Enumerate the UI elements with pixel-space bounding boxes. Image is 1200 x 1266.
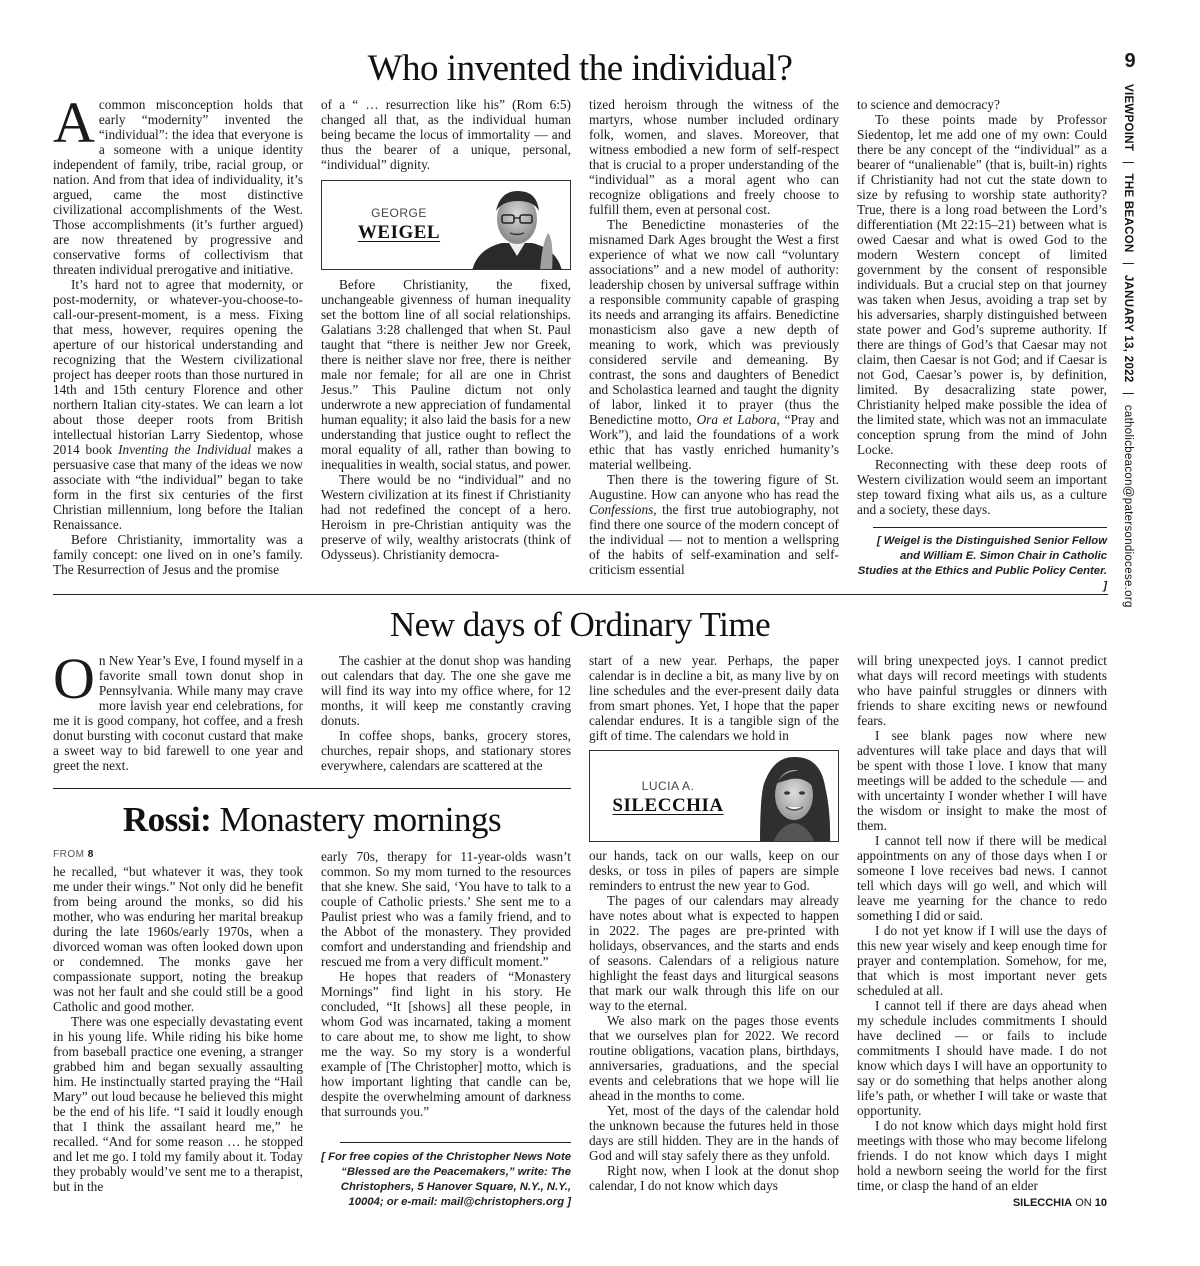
article2-col4: will bring unexpected joys. I cannot predict what days will record meetings with students who have painful struggles or dinners with friends to share exciting news or newfound fears. I see blank pages now where new adventures will take place and days that will be spent with those I love. I know that many meetings will be added to the schedule — and with uncertainty I wonder whether I will have the wisdom or insight to make the most of them. I cannot tell now if there will be medical appointments on any of those days when I or someone I love receives bad news. I cannot tell which days will go well, and which will leave me yearning for the chance to redo something I did or said. I do not yet know if I will use the days of this new year wisely and keep enough time for prayer and contemplation. Somehow, for me, that which is most important never gets scheduled at all. I cannot tell if there are days ahead when my schedule includes commitments I should have declined — or fails to include commitments I should have made. I do not know which days I will have an opportunity to say or do something that helps another along life’s path, or whether I will take or waste that opportunity. I do not know which days might hold first meetings with those who may become lifelong friends. I do not know which days I might hold a newborn seeing the world for the first time, or clasp the hand of an elder: [857, 653, 1107, 1193]
article1-col2-bottom: Before Christianity, the fixed, unchangeable givenness of human inequality set the bottom line of all social relationships. Galatians 3:28 challenged that when St. Paul taught that “there is neither Jew nor Greek, there is neither slave nor free, there is neither male nor female; for all are one in Christ Jesus.” This Pauline dictum not only underwrote a new appreciation of fundamental human equality; it also laid the basis for a new understanding that justice ought to reflect the moral equality of all, rather than bowing to inequalities in wealth, social status, and power. There would be no “individual” and no Western civilization at its finest if Christianity had not redefined the concept of a hero. Heroism in pre-Christian antiquity was the preserve of wily, wealthy aristocrats (think of Odysseus). Christianity democra-: [321, 277, 571, 562]
jump-line[interactable]: SILECCHIA ON 10: [1012, 1197, 1107, 1209]
dropcap: O: [53, 653, 95, 711]
page-number: 9: [1124, 50, 1136, 72]
article1-col4: to science and democracy? To these points made by Professor Siedentop, let me add one of my own: Could there be any concept of the “individual” as a bearer of “unalienable” (that is, built-in) rights if Christianity had not cut the state down to size by refusing to worship state authority? True, there is a long road between the Lord’s differentiation (Mt 22:15–21) between what is owed Caesar and what is owed God to the modern Western concept of limited government by the consent of responsible individuals. But a crucial step on that journey was taken when Jesus, avoiding a trap set by his adversaries, sharply distinguished between state power and God’s supreme authority. If there are things of God’s that Caesar may not claim, then Caesar is not God; and if Caesar is not God, Caesar’s power is, by definition, limited. By desacralizing state power, Christianity helped make possible the idea of the limited state, which was not an immaculate conception sprung from the mind of John Locke. Reconnecting with these deep roots of Western civilization would seem an important step toward fixing what ails us, as a culture and a society, these days.: [857, 97, 1107, 517]
author-first-name: LUCIA A.: [641, 779, 695, 793]
article2-col1: On New Year’s Eve, I found myself in a favorite small town donut shop in Pennsylvania. While many may crave more lavish year end celebrations, for me it is good company, hot coffee, and a fresh donut bursting with coconut custard that make a sweet way to bid farewell to one year and greet the next.: [53, 653, 303, 773]
article3-col1: he recalled, “but whatever it was, they took me under their wings.” Not only did he benefit from being around the monks, so did his mother, who was enduring her marital breakup during the late 1960s/early 1970s, when a divorced woman was often looked down upon or condemned. The monks gave her compassionate support, noting the breakup was not her fault and she could still be a good Catholic and good mother. There was one especially devastating event in his young life. While riding his bike home from baseball practice one evening, a stranger grabbed him and began sexually assaulting him. He instinctually started praying the “Hail Mary” out loud because he believed this might be the end of his life. “I said it loudly enough that I think the assailant heard me,” he recalled. “And for some reason … he stopped and let me go. I told my family about it. Today they probably would’ve sent me to a therapist, but in the: [53, 864, 303, 1194]
author-bio: [ Weigel is the Distinguished Senior Fellow and William E. Simon Chair in Catholic Studies at the Ethics and Public Policy Center. ]: [857, 535, 1107, 592]
article2-col3-top: start of a new year. Perhaps, the paper calendar is in decline a bit, as many live by on line schedules and the ever-present daily data from smart phones. Yet, I hope that the paper calendar endures. It is a tangible sign of the gift of time. The calendars we hold in: [589, 653, 839, 743]
dropcap: A: [53, 97, 95, 155]
page-title: Who invented the individual?: [367, 48, 793, 89]
article1-col1: Acommon misconception holds that early “modernity” invented the “individual”: the idea that everyone is a someone with a unique identity independent of family, tribe, racial group, or nation. And from that idea of individuality, it’s argued, came the most distinctive civilizational accomplishments of the West. Those accomplishments (it’s further argued) are now threatened by progressive and conservative forms of collectivism that threaten individual prerogative and initiative. It’s hard not to agree that modernity, or post-modernity, or whatever-you-choose-to-call-our-present-moment, is a mess. Fixing that mess, however, requires opening the aperture of our historical understanding and recognizing that the Western civilizational project has deeper roots than those nurtured in 14th and 15th century Florence and other northern Italian city-states. We can learn a lot about those deeper roots from British intellectual historian Larry Siedentop, whose 2014 book Inventing the Individual makes a persuasive case that many of the ideas we now associate with “the individual” began to take form in the first six centuries of the first Christian millennium, long before the Italian Renaissance. Before Christianity, immortality was a family concept: one lived on in one’s family. The Resurrection of Jesus and the promise: [53, 97, 303, 577]
bio-rule: [873, 527, 1107, 528]
author-last-name: SILECCHIA: [612, 795, 724, 816]
article2-col3-bottom: our hands, tack on our walls, keep on our desks, or toss in piles of papers are simple reminders to entrust the new year to God. The pages of our calendars may already have notes about what is expected to happen in 2022. The pages are pre-printed with holidays, observances, and the starts and ends of seasons. Calendars of a religious nature highlight the feast days and liturgical seasons that mark our walk through this life on our way to the eternal. We also mark on the pages those events that we ourselves plan for 2022. We record routine obligations, vacation plans, birthdays, anniversaries, graduations, and the special events and celebrations that we hope will lie ahead in the months to come. Yet, most of the days of the calendar hold the unknown because the futures held in those days are still hidden. They are in the hands of God and will stay safely there as they unfold. Right now, when I look at the donut shop calendar, I do not know which days: [589, 848, 839, 1193]
article2-col2: The cashier at the donut shop was handing out calendars that day. The one she gave me will find its way into my office where, for 12 months, it will keep me constantly craving donuts. In coffee shops, banks, grocery stores, churches, repair shops, and stationary stores everywhere, calendars are scattered at the: [321, 653, 571, 773]
from-line[interactable]: FROM 8: [53, 849, 94, 860]
article1-col3: tized heroism through the witness of the martyrs, whose number included ordinary folk, women, and slaves. Moreover, that witness embodied a new form of self-respect that is crucial to a proper understanding of the “individual” as a moral agent who can recognize obligations and freely choose to fulfill them, even at personal cost. The Benedictine monasteries of the misnamed Dark Ages brought the West a first experience of what we now call “voluntary associations” and a new model of authority: leadership chosen by universal suffrage within a responsible community capable of grasping its needs and arranging its affairs. Benedictine monasticism also gave a new depth of meaning to work, which was previously considered servile and demeaning. By contrast, the sons and daughters of Benedict and Scholastica learned and taught the dignity of labor, linked it to prayer (thus the Benedictine motto, Ora et Labora, “Pray and Work”), and laid the foundations of a work ethic that has vastly enriched humanity’s material wellbeing. Then there is the towering figure of St. Augustine. How can anyone who has read the Confessions, the first true autobiography, not find there one source of the modern concept of the individual — not to mention a wellspring of the habits of self-examination and self-criticism essential: [589, 97, 839, 577]
article3-col2: early 70s, therapy for 11-year-olds wasn’t common. So my mom turned to the resources that she knew. She said, ‘You have to talk to a couple of Catholic priests.’ She sent me to a Paulist priest who was a family friend, and to the Abbot of the monastery. They provided comfort and understanding and friendship and rescued me from a very difficult moment.” He hopes that readers of “Monastery Mornings” find light in his story. He concluded, “It [shows] all these people, in whom God was incarnated, taking a moment to care about me, to show me light, to show me the way. So my story is a wonderful example of [The Christopher] motto, which is how important lighting that candle can be, despite the overwhelming amount of darkness that surrounds you.”: [321, 849, 571, 1119]
author-last-name: WEIGEL: [357, 222, 441, 243]
author-first-name: GEORGE: [371, 206, 427, 220]
side-label: VIEWPOINT | THE BEACON | JANUARY 13, 2022 | catholicbeacon@patersondiocese.org: [1122, 84, 1134, 608]
section-divider: [53, 594, 1108, 595]
article1-col2-top: of a “ … resurrection like his” (Rom 6:5) changed all that, as the individual human being became the locus of immortality — and thus the bearer of a unique, personal, “individual” dignity.: [321, 97, 571, 172]
article3-divider: [53, 788, 571, 789]
author-box-silecchia: [589, 750, 839, 842]
christopher-note: [ For free copies of the Christopher News Note “Blessed are the Peacemakers,” write: The Christophers, 5 Hanover Square, N.Y., N.Y., 10004; or e-mail: mail@christophers.org ]: [321, 1151, 571, 1208]
woman-portrait-photo: [745, 751, 839, 842]
note-rule: [340, 1142, 571, 1143]
article3-headline: Rossi: Monastery mornings: [122, 800, 502, 839]
article2-headline: New days of Ordinary Time: [389, 605, 771, 644]
author-box-weigel: [321, 180, 571, 270]
man-portrait-photo: [462, 181, 571, 270]
